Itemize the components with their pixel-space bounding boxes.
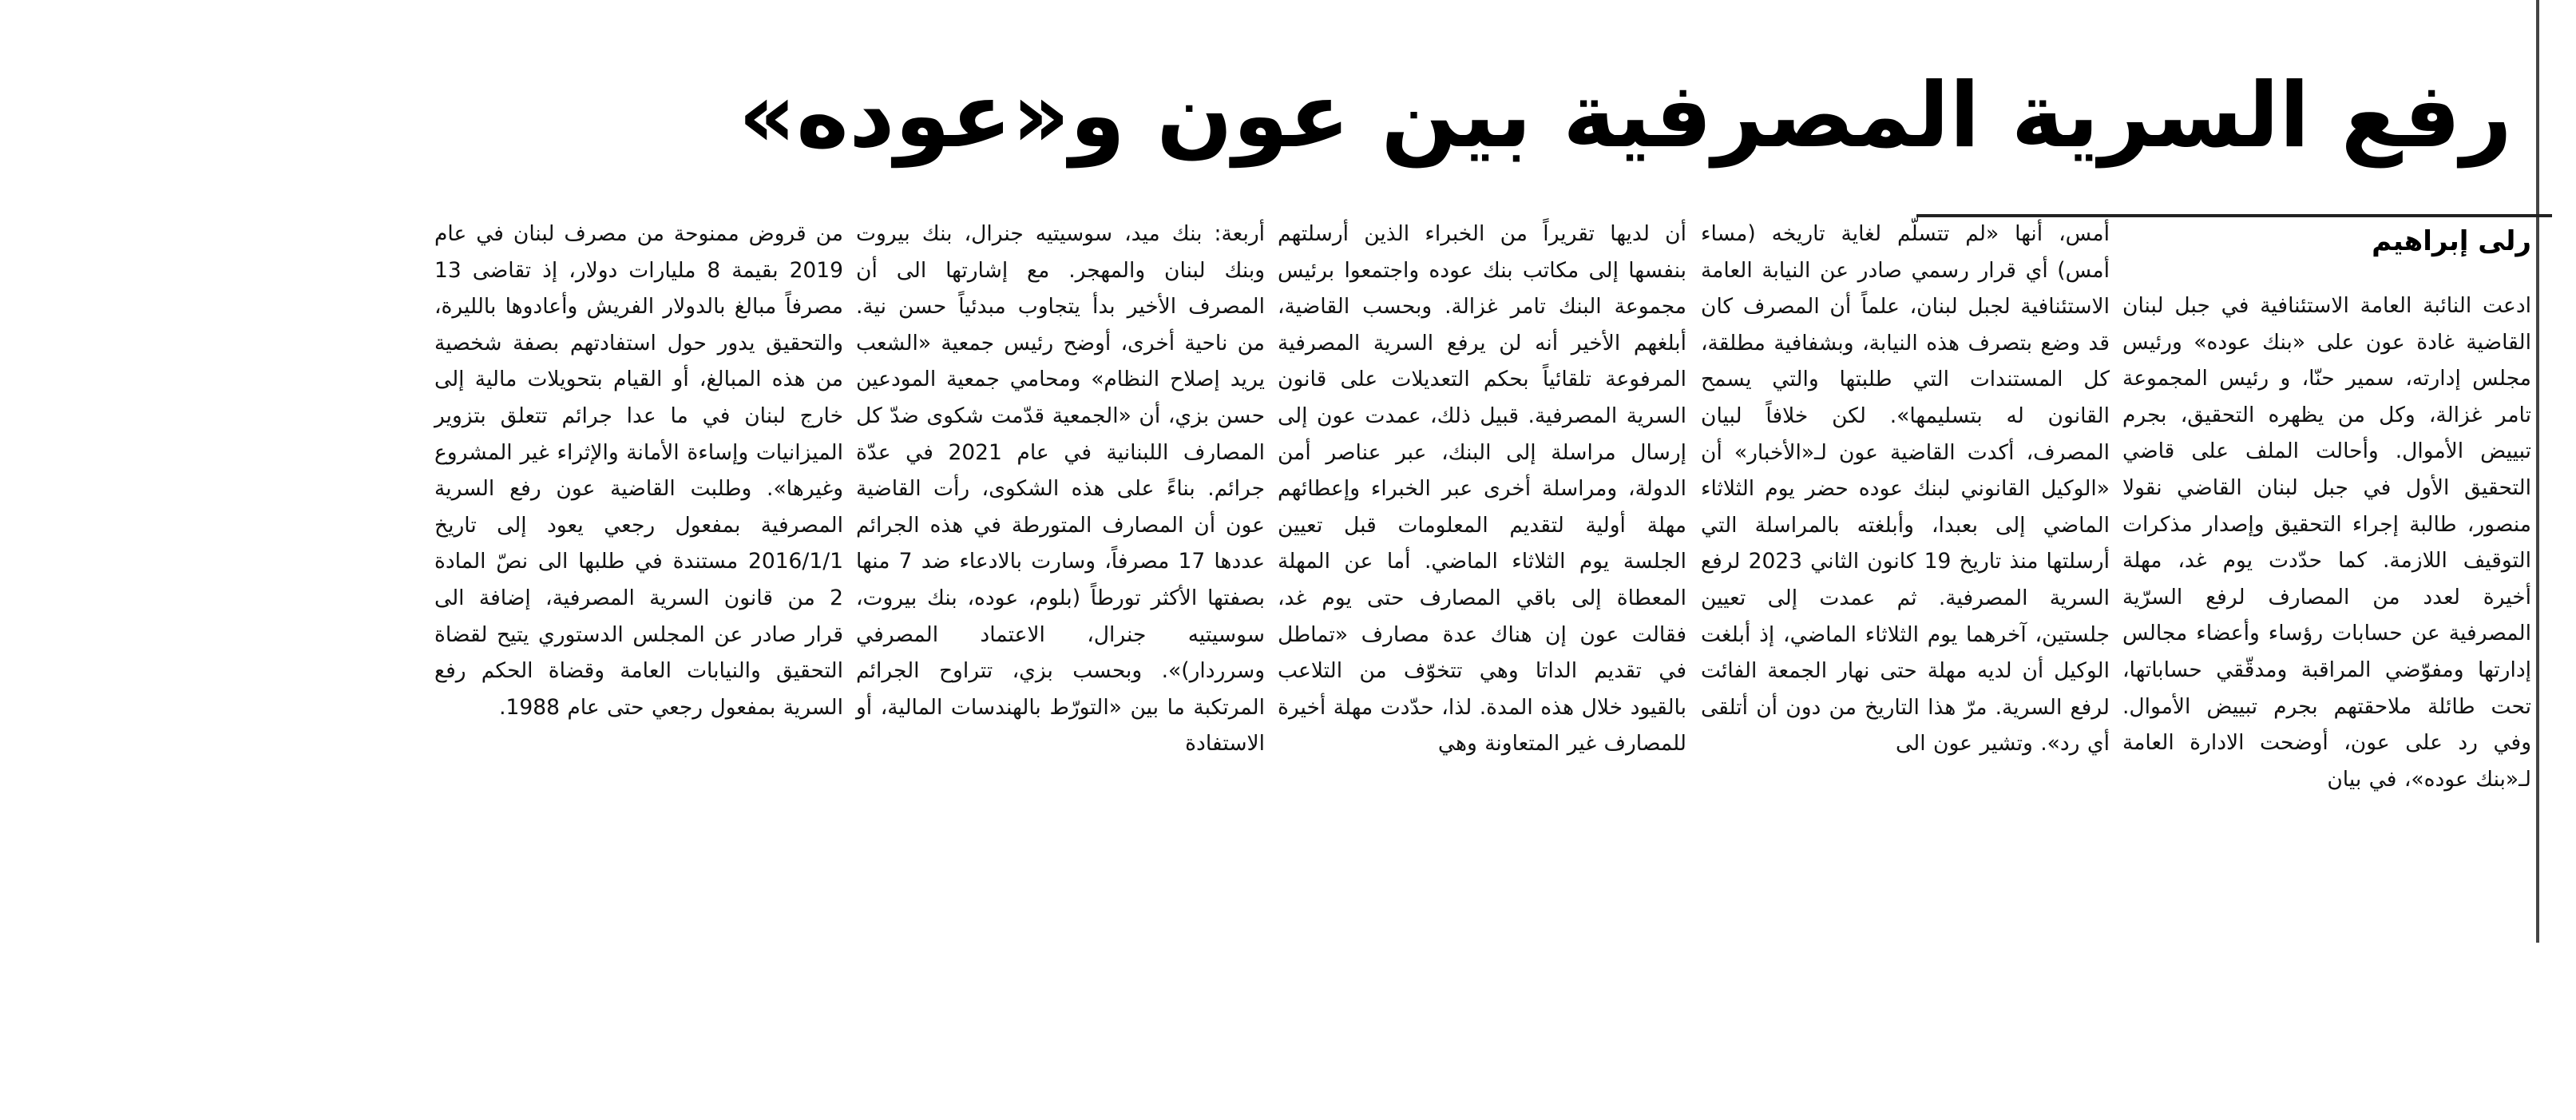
column-text: أن لديها تقريراً من الخبراء الذين أرسلتهم بنفسها إلى مكاتب بنك عوده واجتمعوا برئيس مجموعة البنك تامر غزالة. وبحسب القاضية، أبلغهم الأخير أنه لن يرفع السرية المصرفية المرفوعة تلقائياً بحكم التعديلات على قانون السرية المصرفية. قبيل ذلك، عمدت عون إلى إرسال مراسلة إلى البنك، عبر عناصر أمن الدولة، ومراسلة أخرى عبر الخبراء وإعطائهم مهلة أولية لتقديم المعلومات قبل تعيين الجلسة يوم الثلاثاء الماضي. أما عن المهلة المعطاة إلى باقي المصارف حتى يوم غد، فقالت عون إن هناك عدة مصارف «تماطل في تقديم الداتا وهي تتخوّف من التلاعب بالقيود خلال هذه المدة. لذا، حدّدت مهلة أخيرة للمصارف غير المتعاونة وهي	[1278, 221, 1686, 757]
article-author: رلى إبراهيم	[2372, 225, 2531, 257]
article-column-3	[1278, 216, 1686, 762]
column-text: أربعة: بنك ميد، سوسيتيه جنرال، بنك بيروت وبنك لبنان والمهجر. مع إشارتها الى أن المصرف الأخير بدأ يتجاوب مبدئياً حسن نية. من ناحية أخرى، أوضح رئيس جمعية «الشعب يريد إصلاح النظام» ومحامي جمعية المودعين حسن بزي، أن «الجمعية قدّمت شكوى ضدّ كل المصارف اللبنانية في عام 2021 في عدّة جرائم. بناءً على هذه الشكوى، رأت القاضية عون أن المصارف المتورطة في هذه الجرائم عددها 17 مصرفاً، وسارت بالادعاء ضد 7 منها بصفتها الأكثر تورطاً (بلوم، عوده، بنك بيروت، سوسيتيه جنرال، الاعتماد المصرفي وسرردار)». وبحسب بزي، تتراوح الجرائم المرتكبة ما بين «التورّط بالهندسات المالية، أو الاستفادة	[856, 221, 1266, 757]
column-text: ادعت النائبة العامة الاستئنافية في جبل لبنان القاضية غادة عون على «بنك عوده» ورئيس مجلس إدارته، سمير حنّا، و رئيس المجموعة تامر غزالة، وكل من يظهره التحقيق، بجرم تبييض الأموال. وأحالت الملف على قاضي التحقيق الأول في جبل لبنان القاضي نقولا منصور، طالبة إجراء التحقيق وإصدار مذكرات التوقيف اللازمة. كما حدّدت يوم غد، مهلة أخيرة لعدد من المصارف لرفع السرّية المصرفية عن حسابات رؤساء وأعضاء مجالس إدارتها ومفوّضي المراقبة ومدقّقي حساباتها، تحت طائلة ملاحقتهم بجرم تبييض الأموال. وفي رد على عون، أوضحت الادارة العامة لـ«بنك عوده»، في بيان	[2122, 293, 2531, 792]
article-column-1	[2122, 288, 2531, 797]
article-headline: رفع السرية المصرفية بين عون و«عوده»	[738, 64, 2512, 168]
column-text: من قروض ممنوحة من مصرف لبنان في عام 2019 بقيمة 8 مليارات دولار، إذ تقاضى 13 مصرفاً مبالغ بالدولار الفريش وأعادوها بالليرة، والتحقيق يدور حول استفادتهم بصفة شخصية من هذه المبالغ، أو القيام بتحويلات مالية إلى خارج لبنان في ما عدا جرائم تتعلق بتزوير الميزانيات وإساءة الأمانة والإثراء غير المشروع وغيرها». وطلبت القاضية عون رفع السرية المصرفية بمفعول رجعي يعود إلى تاريخ 2016/1/1 مستندة في طلبها الى نصّ المادة 2 من قانون السرية المصرفية، إضافة الى قرار صادر عن المجلس الدستوري يتيح لقضاة التحقيق والنيابات العامة وقضاة الحكم رفع السرية بمفعول رجعي حتى عام 1988.	[434, 221, 844, 720]
article-column-5	[434, 216, 843, 725]
article-column-2	[1701, 216, 2110, 762]
page-edge-rule	[2536, 0, 2539, 943]
article-column-4	[856, 216, 1265, 762]
column-text: أمس، أنها «لم تتسلّم لغاية تاريخه (مساء أمس) أي قرار رسمي صادر عن النيابة العامة الاستئنافية لجبل لبنان، علماً أن المصرف كان قد وضع بتصرف هذه النيابة، وبشفافية مطلقة، كل المستندات التي طلبتها والتي يسمح القانون له بتسليمها». لكن خلافاً لبيان المصرف، أكدت القاضية عون لـ«الأخبار» أن «الوكيل القانوني لبنك عوده حضر يوم الثلاثاء الماضي إلى بعبدا، وأبلغته بالمراسلة التي أرسلتها منذ تاريخ 19 كانون الثاني 2023 لرفع السرية المصرفية. ثم عمدت إلى تعيين جلستين، آخرهما يوم الثلاثاء الماضي، إذ أبلغت الوكيل أن لديه مهلة حتى نهار الجمعة الفائت لرفع السرية. مرّ هذا التاريخ من دون أن أتلقى أي رد». وتشير عون الى	[1701, 221, 2110, 757]
